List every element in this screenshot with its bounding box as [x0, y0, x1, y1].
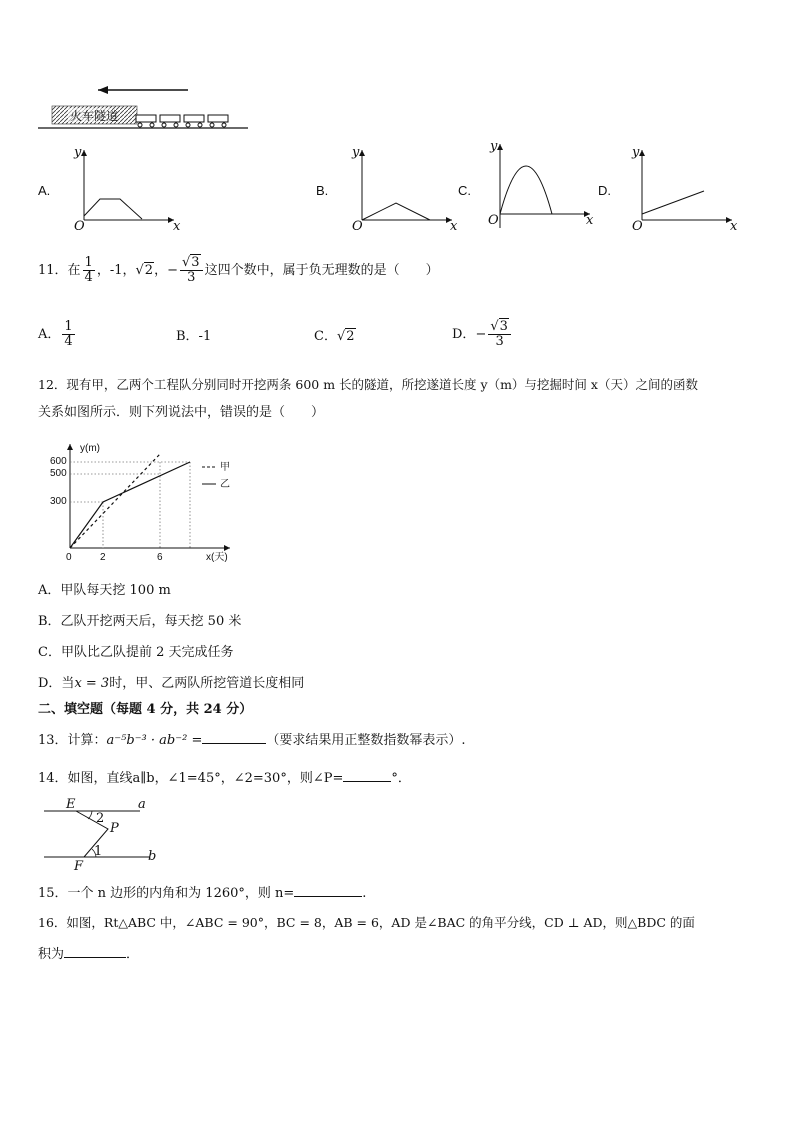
q13-answer-blank[interactable] — [202, 743, 266, 744]
tunnel-train-figure — [36, 78, 251, 134]
q14-label-f: F — [74, 859, 84, 874]
q14-label-1: 1 — [94, 844, 103, 859]
q12-ytick-500: 500 — [50, 468, 67, 479]
graph-a-x: x — [173, 219, 181, 234]
q12-xtick-6: 6 — [157, 552, 163, 563]
q11-frac-sqrt3: $\frac{√3}{3}$ — [180, 256, 203, 285]
q13-text: 13．计算：a⁻⁵b⁻³ · ab⁻² = （要求结果用正整数指数幂表示）. — [38, 733, 466, 748]
q12-legend-yi: 乙 — [220, 479, 230, 490]
graph-d-o: O — [632, 219, 643, 234]
q14-label-e: E — [66, 797, 76, 812]
graph-d-x: x — [730, 219, 738, 234]
q12-line1: 12．现有甲，乙两个工程队分别同时开挖两条 600 m 长的隧道，所挖遂道长度 y（m）与挖掘时间 x（天）之间的函数 — [38, 377, 698, 392]
q12-option-b[interactable]: B．乙队开挖两天后，每天挖 50 米 — [38, 614, 242, 629]
q11-number: 11．在 — [38, 263, 81, 278]
q14-label-p: P — [110, 821, 119, 836]
graph-c-x: x — [586, 213, 594, 228]
graph-d-y: y — [632, 145, 640, 160]
q14-label-b: b — [148, 849, 157, 864]
q11-option-c[interactable]: C．√2 — [314, 329, 355, 344]
q14-answer-blank[interactable] — [343, 781, 391, 782]
q12-xtick-2: 2 — [100, 552, 106, 563]
q11-option-d[interactable]: D．− $\frac{√3}{3}$ — [452, 320, 513, 350]
graph-b-y: y — [352, 145, 360, 160]
q12-option-c[interactable]: C．甲队比乙队提前 2 天完成任务 — [38, 645, 234, 660]
q11-tail: 这四个数中，属于负无理数的是（ ） — [204, 263, 439, 278]
graph-a-o: O — [74, 219, 85, 234]
q12-line2: 关系如图所示．则下列说法中，错误的是（ ） — [38, 405, 325, 420]
q16-line2: 积为 ． — [38, 947, 140, 962]
q12-legend-jia: 甲 — [220, 462, 230, 473]
q11-frac-quarter: $\frac{1}{4}$ — [84, 255, 93, 285]
section-heading-fill-blank: 二、填空题（每题 4 分，共 24 分） — [38, 702, 253, 717]
graph-b-o: O — [352, 219, 363, 234]
series-jia-line — [70, 454, 160, 548]
q12-option-d[interactable]: D．当x = 3时，甲、乙两队所挖管道长度相同 — [38, 676, 305, 691]
graph-c-y: y — [490, 139, 498, 154]
train — [136, 115, 228, 127]
q14-label-2: 2 — [96, 811, 105, 826]
q15-text: 15．一个 n 边形的内角和为 1260°，则 n= . — [38, 886, 367, 901]
q11-option-b[interactable]: B．-1 — [176, 329, 212, 344]
option-a-letter: A. — [38, 183, 51, 198]
option-d-letter: D. — [598, 183, 611, 198]
q16-line1: 16．如图，Rt△ABC 中，∠ABC = 90°，BC = 8，AB = 6，AD 是∠BAC 的角平分线，CD ⊥ AD，则△BDC 的面 — [38, 915, 695, 930]
graph-a-y: y — [74, 145, 82, 160]
q12-chart-xlabel: x(天) — [206, 552, 228, 563]
q12-chart-ylabel: y(m) — [80, 443, 100, 454]
q15-answer-blank[interactable] — [294, 896, 362, 897]
graph-b-x: x — [450, 219, 458, 234]
q11-stem: 11．在 $\frac{1}{4}$ ，-1，√2，− $\frac{√3}{3}$ 这四个数中，属于负无理数的是（ ） — [38, 255, 439, 285]
q14-text: 14．如图，直线a∥b，∠1=45°，∠2=30°，则∠P= °． — [38, 771, 411, 786]
q12-origin: 0 — [66, 552, 72, 563]
graph-c-o: O — [488, 213, 499, 228]
q12-option-a[interactable]: A．甲队每天挖 100 m — [38, 583, 171, 598]
option-b-letter: B. — [316, 183, 329, 198]
q14-label-a: a — [138, 797, 146, 812]
series-yi-line — [70, 462, 190, 548]
tunnel-label: 火车隧道 — [70, 109, 119, 123]
q11-option-a[interactable]: A． $\frac{1}{4}$ — [38, 319, 73, 349]
option-c-letter: C. — [458, 183, 471, 198]
q12-ytick-300: 300 — [50, 496, 67, 507]
q12-ytick-600: 600 — [50, 456, 67, 467]
q16-answer-blank[interactable] — [64, 957, 126, 958]
